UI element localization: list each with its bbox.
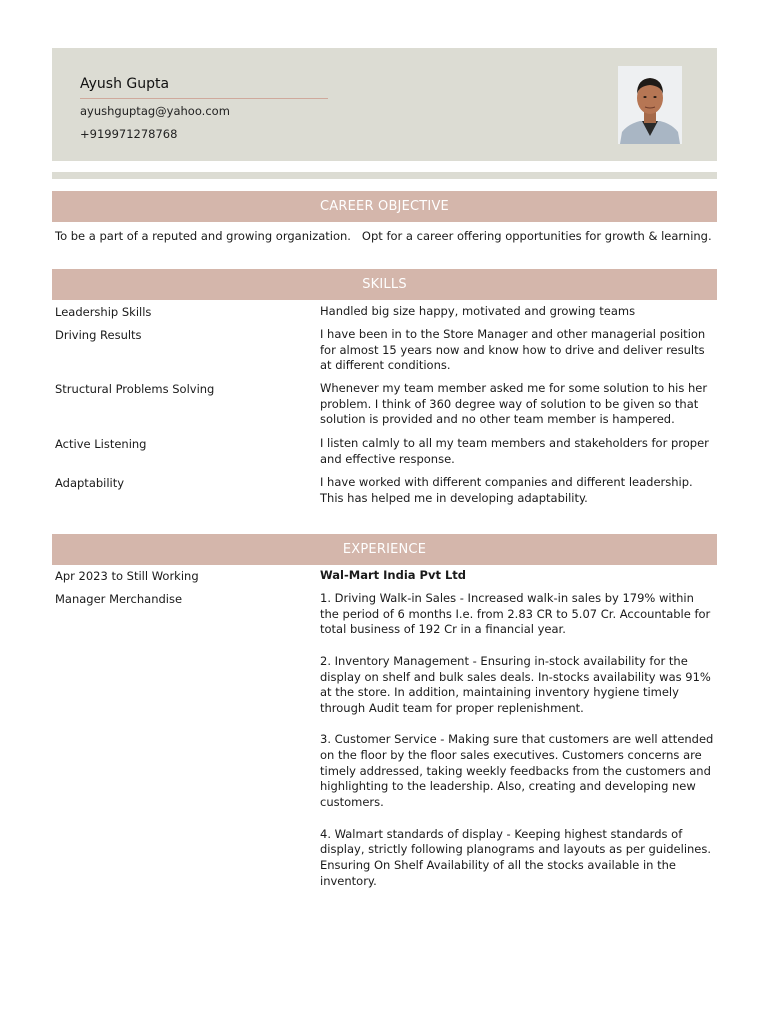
candidate-name: Ayush Gupta [80,76,170,92]
section-header-career-objective: CAREER OBJECTIVE [52,191,717,222]
section-header-experience: EXPERIENCE [52,534,717,565]
skill-description: I listen calmly to all my team members and stakeholders for proper and effective response. [320,436,709,466]
section-header-skills: SKILLS [52,269,717,300]
skill-name: Leadership Skills [55,305,152,319]
resume-header [52,48,717,161]
phone-text: +919971278768 [80,127,178,141]
skill-description: I have been in to the Store Manager and other managerial position for almost 15 years now and know how to drive and deliver results at different conditions. [320,327,706,373]
skill-description: I have worked with different companies and different leadership. This has helped me in developing adaptability. [320,475,693,505]
profile-photo [618,66,682,144]
experience-point: 2. Inventory Management - Ensuring in-stock availability for the display on shelf and bulk sales deals. In-stocks availability was 91% at the store. In addition, maintaining inventory hygiene timely through Audit team for proper replenishment. [320,653,711,715]
skill-description: Handled big size happy, motivated and growing teams [320,304,636,318]
skill-name: Adaptability [55,476,125,490]
name-underline [80,98,328,99]
experience-point: 4. Walmart standards of display - Keeping highest standards of display, strictly following planograms and layouts as per guidelines. Ensuring On Shelf Availability of all the stocks available in the inventory. [320,826,712,888]
skill-name: Driving Results [55,328,142,342]
experience-point: 3. Customer Service - Making sure that customers are well attended on the floor by the floor sales executives. Customers concerns are timely addressed, taking weekly feedbacks from the customers and highlighting to the leadership. Also, creating and developing new customers. [320,732,714,810]
skill-name: Structural Problems Solving [55,382,215,396]
experience-company: Wal-Mart India Pvt Ltd [320,568,467,582]
skill-name: Active Listening [55,437,147,451]
profile-photo-image [618,66,682,144]
email-text: ayushguptag@yahoo.com [80,104,230,118]
experience-point: 1. Driving Walk-in Sales - Increased walk-in sales by 179% within the period of 6 months I.e. from 2.83 CR to 5.07 Cr. Accountable for total business of 192 Cr in a financial year. [320,591,711,637]
divider-band [52,172,717,179]
experience-period: Apr 2023 to Still Working [55,569,199,583]
skill-description: Whenever my team member asked me for some solution to his her problem. I think of 360 degree way of solution to be given so that solution is provided and no other team member is hampered. [320,381,708,427]
experience-role: Manager Merchandise [55,592,183,606]
experience-points [320,591,716,905]
career-objective-text: To be a part of a reputed and growing organization. Opt for a career offering opportunities for growth & learning. [55,229,712,243]
